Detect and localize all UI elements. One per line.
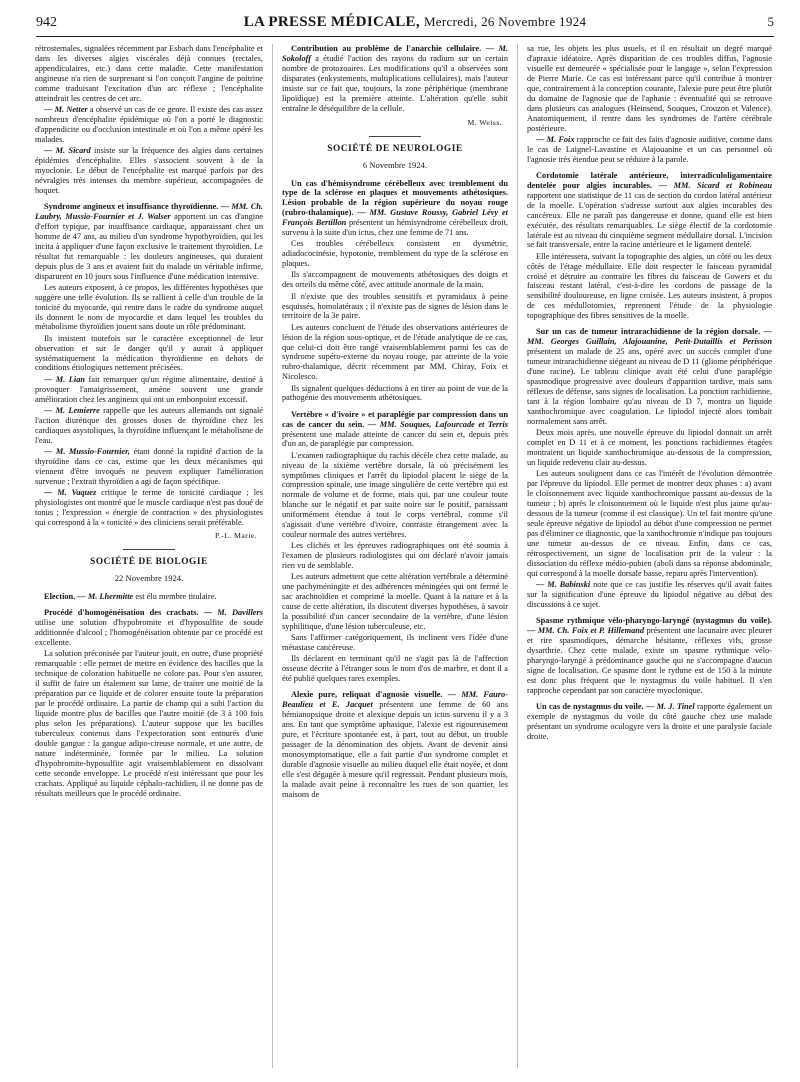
paragraph [527,469,772,578]
paragraph-text: présentent une malade atteinte de cancer du sein et, depuis près d'un an, de paraplégie par compression. [282,429,508,449]
communication-title: Un cas d'hémisyndrome cérébelleux avec tremblement du type de la sclérose en plaques et mouvements athétosiques. Lésion probable de la région supérieure du noyau rouge (rubro-thalamique). [282,178,508,218]
author-name: — MM. Georges Guillain, Alajouanine, Petit-Dutaillis et Perisson [527,327,772,347]
signature: P.-L. Marie. [214,531,257,541]
author-name: — M. Mussio-Fournier, [44,446,130,456]
communication-title: Cordotomie latérale antérieure, interradiculoligamentaire dentelée pour algies incurables. [527,170,772,190]
paragraph [282,572,508,632]
paragraph [35,447,263,487]
communication-title: Spasme rythmique vélo-pharyngo-laryngé (nystagmus du voile). [536,615,772,625]
paragraph [527,135,772,165]
communication-title: Contribution au problème de l'anarchie cellulaire. [291,44,482,53]
paragraph [282,541,508,571]
paragraph-text: Les auteurs admettent que cette altération vertébrale a déterminé une pachyméningite et des adhérences méningées qui ont fermé le sac arachnoïdien et comprimé la moelle. Quant à la nature et à la cause de cette altération, ils discutent diverses hypothèses, à savoir la possibilité d'un cancer secondaire de la vertèbre, d'une lésion syphilitique, d'une lésion tuberculeuse, etc. [282,572,508,632]
author-name: — MM. Souques, Lafourcade et Terris [367,419,508,429]
section-date: 6 Novembre 1924. [362,159,428,170]
paragraph [35,202,263,282]
paragraph [35,44,263,104]
paragraph-text: apportent un cas d'angine d'effort typique, par insuffisance cardiaque, apparaissant chez un homme de 47 ans, au milieu d'un syndrome hypothyroïdien, qui les incita à appliquer d'une façon exclusive le traitement thyroïdien. Le résultat fut remarquable : les douleurs angineuses, qui duraient depuis plus de 3 ans et avaient fait du malade un véritable infirme, disparurent en 10 jours sous l'influence d'une médication intensive. [35,211,263,281]
paragraph-text: Les auteurs soulignent dans ce cas l'intérêt de l'évolution démontrée par l'épreuve du lipiodol. Elle permet de montrer deux phases : a) avant le cloisonnement avec liquide xanthochromique passant au-dessus de la tumeur ; b) après le cloisonnement où le liquide n'est plus jaune qu'au-dessous de la tumeur (comme il est classique). Un tel fait montre qu'une seule épreuve négative de lipiodol au début d'une compression ne permet pas d'éliminer ce diagnostic, que la xanthochromie n'indique pas toujours une tumeur au-dessus de ce niveau. Enfin, dans ce cas, rétrospectivement, un signe de localisation prit de la valeur : la dissociation du réflexe médio-pubien (aboli dans sa réponse abdominale, qui correspond à la moelle dorsale basse, reparu après l'intervention). [527,469,772,578]
paragraph [527,327,772,427]
paragraph [35,649,263,798]
paragraph-text: Ils déclarent en terminant qu'il ne s'agit pas là de l'affection osseuse décrite à l'étranger sous le nom d'os de marbre, et dont il a été publié quelques rares exemples. [282,654,508,684]
author-name: — MM. Ch. Foix et P. Hillemand [527,625,645,635]
paragraph [527,580,772,610]
paragraph-text: Les auteurs concluent de l'étude des observations antérieures de lésion de la région sous-optique, et de l'étude analytique de ce cas, que celui-ci doit être rangé vraisemblablement parmi les cas de syndrome supéro-externe du noyau rouge, par atteinte de la voie rubro-thalamique, décrit récemment par MM. Chiray, Foix et Nicolesco. [282,322,508,382]
author-name: — MM. Fauro-Beaulieu et E. Jacquet [282,690,508,710]
paragraph [35,406,263,446]
journal-title [96,14,734,31]
paragraph [35,334,263,374]
author-name: — M. Sicard [44,145,91,155]
signature: M. Weiss. [467,117,502,127]
paragraph-text: critique le terme de tonicité cardiaque ; les physiologistes ont montré que le muscle cardiaque n'est pas doué de tonus ; l'expression « énergie de contraction » des physiologistes qui correspond à la « tonicité » des cliniciens serait préférable. [35,487,263,527]
paragraph [35,283,263,333]
paragraph-text: présentent une lacunaire avec pleurer et rire spasmodiques, démarche hésitante, réflexes vifs, grosse dysarthrie. Chez cette malade, existe un spasme rythmique vélo-pharyngo-laryngé à prédominance gauche qui ne s'accompagne d'aucun signe de localisation. Ce spasme dont le rythme est de 150 à la minute est donc plus fréquent que le nystagmus du voile habituel. Il s'en rapproche cependant par son caractère myoclonique. [527,625,772,695]
paragraph [282,179,508,239]
paragraph [527,252,772,322]
paragraph-text: rapportent une statistique de 11 cas de section du cordon latéral antérieur de la moelle. L'opération s'adresse surtout aux algies incurables des cancéreux. Elle ne paraît pas dangereuse et donne, quand elle est bien exécutée, des résultats remarquables. Le siège électif de la cordotomie latérale est au niveau du cinquième segment médullaire dorsal. L'incision se fait transversale, entre la racine antérieure et le ligament dentelé. [527,190,772,250]
issue-date: Mercredi, 26 Novembre 1924 [423,14,587,29]
paragraph [35,488,263,528]
paragraph-text: présentent un hémisyndrome cérébelleux droit, survenu à la suite d'un ictus, chez une femme de 71 ans. [282,218,508,238]
paragraph [35,375,263,405]
paragraph [35,105,263,145]
paragraph-text: Ils signalent quelques déductions à en tirer au point de vue de la pathogénie des mouvements athétosiques. [282,383,508,403]
section-rule [369,136,421,137]
paragraph-text: fait remarquer qu'un régime alimentaire, destiné à provoquer l'amaigrissement, amène souvent une grande amélioration chez les angineux qui ont un embonpoint excessif. [35,374,263,404]
paragraph [527,702,772,742]
paragraph [35,146,263,196]
paragraph-text: La solution préconisée par l'auteur jouit, en outre, d'une propriété remarquable : elle permet de mettre en évidence des bacilles que la technique de coloration habituelle ne colore pas. Pour s'en assurer, il suffit de faire un étalement sur lame, de traiter une moitié de la préparation par ce liquide et de colorer ensuite toute la préparation par le procédé ordinaire. La partie de champ qui a subi l'action du liquide montre plus de bacilles que l'autre moitié (de 3 à 100 fois plus selon les préparations). L'auteur suppose que les bacilles tuberculeux contenus dans l'expectoration sont entourés d'une double gangue : la gangue adipo-cireuse normale, et une autre, de nature indéterminée, formée par le milieu. La solution d'hypobromite-hyposulfite agit vraisemblablement en dissolvant cette seconde enveloppe. Le procédé n'est intéressant que pour les crachats. Appliqué au liquide céphalo-rachidien, il ne donne pas de résultats meilleurs que le procédé ordinaire. [35,649,263,798]
author-name: — MM. Sicard et Robineau [658,180,772,190]
column-divider-1 [272,44,273,1068]
paragraph [35,608,263,648]
journal-name: LA PRESSE MÉDICALE, [243,14,420,30]
paragraph-text: Les auteurs exposent, à ce propos, les différentes hypothèses que suggère une telle évolution. Ils se rallient à celle d'un trouble de la tonicité du myocarde, qui rentre dans le cadre du syndrome auquel ils donnent le nom de myocardie et dans lequel les troubles du métabolisme thyroïdien jouent sans doute un rôle prédominant. [35,282,263,332]
paragraph [282,323,508,383]
paragraph-text: rapproche ce fait des faits d'agnosie auditive, comme dans le cas de Laignel-Lavastine et Alajouanine et un cas personnel où l'agnosie très étendue peut se réduire à la parole. [527,134,772,164]
paragraph [527,171,772,251]
paragraph [282,239,508,269]
section-rule [123,549,175,550]
column-divider-2 [517,44,518,1068]
paragraph [282,270,508,290]
paragraph [35,592,263,602]
paragraph-text: Ils insistent toutefois sur le caractère exceptionnel de leur observation et sur le danger qu'il y aurait à appliquer systématiquement la médication thyroïdienne en dehors de conditions étiologiques nettement précisées. [35,333,263,373]
column-1 [35,44,263,1074]
author-name: — M. Babinski [536,579,591,589]
author-name: — M. Lhermitte [77,592,134,602]
paragraph [282,451,508,541]
paragraph [527,428,772,468]
paragraph-text: Ces troubles cérébelleux consistent en dysmétrie, adiadococinésie, hypotonie, tremblement du type de la sclérose en plaques. [282,239,508,269]
author-name: — M. Foix [536,134,575,144]
author-name: — M. J. Tinel [645,701,695,711]
paragraph-text: Il n'existe que des troubles sensitifs et pyramidaux à peine esquissés, homolatéraux ; il n'existe pas de signes de lésion dans le territoire de la 3e paire. [282,291,508,321]
paragraph [527,616,772,696]
paragraph-text: a observé un cas de ce genre. Il existe des cas assez nombreux d'encéphalite épidémique où l'on a porté le diagnostic d'appendicite ou d'occlusion intestinale et où l'on a même opéré les malades. [35,104,263,144]
paragraph-text: est élu membre titulaire. [133,592,217,602]
column-2 [282,44,508,1074]
section-heading: SOCIÉTÉ DE BIOLOGIE [90,557,208,568]
paragraph-text: étant donné la rapidité d'action de la thyroïdine dans ce cas, estime que les deux mécanismes qui viennent d'être invoqués ne peuvent expliquer l'amélioration survenue ; l'extrait thyroïdien a agi de façon spécifique. [35,446,263,486]
page-header [36,14,774,37]
communication-title: Un cas de nystagmus du voile. [536,701,644,711]
paragraph-text: sa rue, les objets les plus usuels, et il en résultait un degré marqué d'apraxie idéatoire. Après disparition de ces troubles diffus, l'agnosie visuelle est demeurée « spécialisée pour le langage », selon l'expression de Pierre Marie. Ce cas est intéressant parce qu'il contribue à montrer que, contrairement à la conception courante, l'alexie pure peut être plutôt du domaine de l'agnosie que de l'aphasie : éventualité qui se retrouve dans plusieurs cas analogues (Heinsend, Souques, Crouzon et Valence). Anatomiquement, il rentre dans les syndromes de l'artère cérébrale postérieure. [527,44,772,133]
author-name: — M. Lemierre [44,405,100,415]
author-name: — MM. Gustave Roussy, Gabriel Lévy et François Bertillon [282,208,508,228]
paragraph-text: a étudié l'action des rayons du radium sur un certain nombre de protozoaires. Les modifications qu'il a observées sont disparates (enkystements, multiplications cellulaires), mais l'auteur insiste sur ce fait que, toujours, la zone périphérique (membrane lipoïdique) est la première atteinte. L'altération qu'elle subit entraîne le déséquilibre de la cellule. [282,53,508,113]
paragraph-text: note que ce cas justifie les réserves qu'il avait faites sur la signification d'une épreuve du lipiodol négative au début des discussions à ce sujet. [527,579,772,609]
communication-title: Syndrome angineux et insuffisance thyroïdienne. [44,201,219,211]
paragraph-text: présentent une femme de 60 ans hémianopsique droite et alexique depuis un ictus survenu il y a 3 ans. En tant que symptôme aphasique, l'alexie est rigoureusement pure, et l'écriture spontanée est, à part, tout au début, un trouble passager de la dénomination des objets. Avant de devenir ainsi monosymptomatique, elle a fait partie d'un syndrome complet et durable d'agnosie visuelle au milieu duquel elle était noyée, et dont elle s'est dégagée à mesure qu'il regressait. Pendant plusieurs mois, la malade avait peine à reconnaître les rues de son quartier, les maisons de [282,700,508,800]
paragraph-text: Ils s'accompagnent de mouvements athétosiques des doigts et des orteils du même côté, avec attitude anormale de la main. [282,270,508,290]
paragraph [282,44,508,114]
author-name: — M. Netter [44,104,88,114]
author-name: — M. Lian [44,374,86,384]
author-name: — M. Sokoloff [282,44,508,63]
communication-title: Sur un cas de tumeur intrarachidienne de la région dorsale. [536,327,761,337]
section-heading: SOCIÉTÉ DE NEUROLOGIE [327,143,463,154]
paragraph-text: Les clichés et les épreuves radiographiques ont été soumis à l'examen de plusieurs radiologistes qui ont déclaré n'avoir jamais rien vu de semblable. [282,541,508,571]
paragraph-text: rapporte également un exemple de nystagmus du voile du côté gauche chez une malade présentant un syndrome oculogyre vers la droite et une paralysie faciale droite. [527,701,772,741]
paragraph-text: insiste sur la fréquence des algies dans certaines épidémies d'encéphalite. Elles s'associent souvent à de la myoclonie. Le début de l'encéphalite est marqué parfois par des névralgies très intenses du membre supérieur, accompagnées de hoquet. [35,145,263,195]
paragraph-text: présentent un malade de 25 ans, opéré avec un succès complet d'une tumeur intrarachidienne siégeant au niveau de D 11 (gliome périphérique d'une racine). Le tableau clinique avait été celui d'une paraplégie spasmodique progressive avec douleurs d'apparition tardive, mais sans réflexes de défense, sans signes de localisation. La ponction rachidienne, tant à la région lombaire qu'au niveau de D 7, montra un liquide xanthochromique avec coagulation. Le lipiodol injecté alors tombait normalement sans arrêt. [527,347,772,427]
paragraph [282,410,508,450]
communication-title: Vertèbre « d'ivoire » et paraplégie par compression dans un cas de cancer du sein. [282,409,508,429]
column-3 [527,44,772,1074]
paragraph [282,633,508,653]
paragraph [282,292,508,322]
paragraph-text: rétrosternales, signalées récemment par Esbach dans l'encéphalite et dans les diverses algies viscérales déjà connues (rectales, appendiculaires, etc.) dans cette maladie. Cette manifestation angineuse n'a rien de surprenant si l'on conçoit l'angine de poitrine comme traduisant l'excitation d'un arc réflexe ; l'encéphalite atteindrait les centres de cet arc. [35,44,263,103]
paragraph-text: Sans l'affirmer catégoriquement, ils inclinent vers l'idée d'une métastase cancéreuse. [282,633,508,653]
paragraph [282,654,508,684]
author-name: — M. Vaquez [44,487,97,497]
author-name: — MM. Ch. Laubry, Mussio-Fournier et J. Walser [35,201,263,221]
communication-title: Election. [44,592,76,602]
communication-title: Alexie pure, reliquat d'agnosie visuelle. [291,690,443,700]
issue-number: 5 [767,14,774,29]
paragraph-text: rappelle que les auteurs allemands ont signalé l'action diurétique des grosses doses de thyroïdine chez les cardiaques asystoliques, la thyroïdine influençant le métabolisme de l'eau. [35,405,263,445]
paragraph [282,690,508,799]
paragraph-text: Deux mois après, une nouvelle épreuve du lipiodol donnait un arrêt complet en D 11 et à ce moment, les ponctions rachidiennes étagées montraient un liquide xanthochromique au-dessous de la compression, un liquide redevenu clair au-dessus. [527,428,772,468]
communication-title: Procédé d'homogénéisation des crachats. [44,608,199,618]
author-name: — M. Davillers [203,608,263,618]
paragraph-text: utilise une solution d'hypobromite et d'hyposulfite de soude additionnée d'alcool ; l'homogénéisation obtenue par ce procédé est excellente. [35,618,263,648]
paragraph [527,44,772,134]
paragraph [282,384,508,404]
section-date: 22 Novembre 1924. [114,573,184,584]
paragraph-text: L'examen radiographique du rachis décèle chez cette malade, au niveau de la sixième vertèbre dorsale, là où précisément les symptômes cliniques et l'arrêt du lipiodol placent le siège de la compression spinale, une image singulière de cette vertèbre qui est normale de volume et de forme, mais qui, par une couleur toute blanche sur le négatif et par suite noire sur le positif, paraissant uniformément étendue à tout le corps vertébral, comme s'il s'agissait d'une vertèbre d'ivoire, contraste étrangement avec la couleur normale des autres vertèbres. [282,450,508,540]
paragraph-text: Elle intéressera, suivant la topographie des algies, un côté ou les deux côtés de l'étage médullaire. Elle doit respecter le faisceau pyramidal croisé et détruire au contraire les fibres du faisceau de Gowers et du faisceau restant latéral, c'est-à-dire les cordons de passage de la sensibilité douloureuse, en ligne croisée. Les auteurs insistent, à propos de ces médullotomies, reprennent l'étude de la physiologie topographique des fibres sensitives de la moelle. [527,251,772,321]
page-number: 942 [36,15,57,30]
